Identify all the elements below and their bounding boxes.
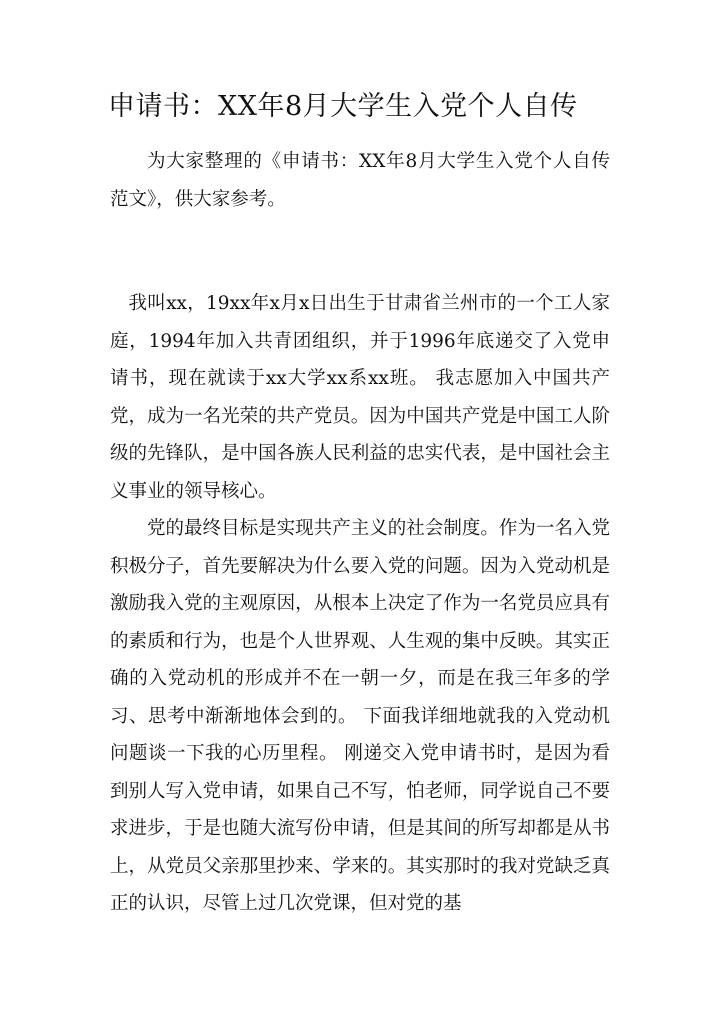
document-title: 申请书：XX年8月大学生入党个人自传 (108, 91, 578, 122)
body-paragraph-1: 我叫xx，19xx年x月x日出生于甘肃省兰州市的一个工人家庭，1994年加入共青团组织，并于1996年底递交了入党申请书，现在就读于xx大学xx系xx班。 我志愿加入中国共产党，成为一名光荣的共产党员。因为中国共产党是中国工人阶级的先锋队，是中国各族人民利益的忠实代表，是中国社会主义事业的领导核心。 (110, 293, 610, 502)
body-paragraph-2: 党的最终目标是实现共产主义的社会制度。作为一名入党积极分子，首先要解决为什么要入党的问题。因为入党动机是激励我入党的主观原因，从根本上决定了作为一名党员应具有的素质和行为，也是个人世界观、人生观的集中反映。其实正确的入党动机的形成并不在一朝一夕，而是在我三年多的学习、思考中渐渐地体会到的。 下面我详细地就我的入党动机问题谈一下我的心历里程。 刚递交入党申请书时，是因为看到别人写入党申请，如果自己不写，怕老师，同学说自己不要求进步，于是也随大流写份申请，但是其间的所写却都是从书上，从党员父亲那里抄来、学来的。其实那时的我对党缺乏真正的认识，尽管上过几次党课，但对党的基 (110, 518, 610, 914)
intro-paragraph: 为大家整理的《申请书：XX年8月大学生入党个人自传范文》，供大家参考。 (110, 151, 610, 210)
